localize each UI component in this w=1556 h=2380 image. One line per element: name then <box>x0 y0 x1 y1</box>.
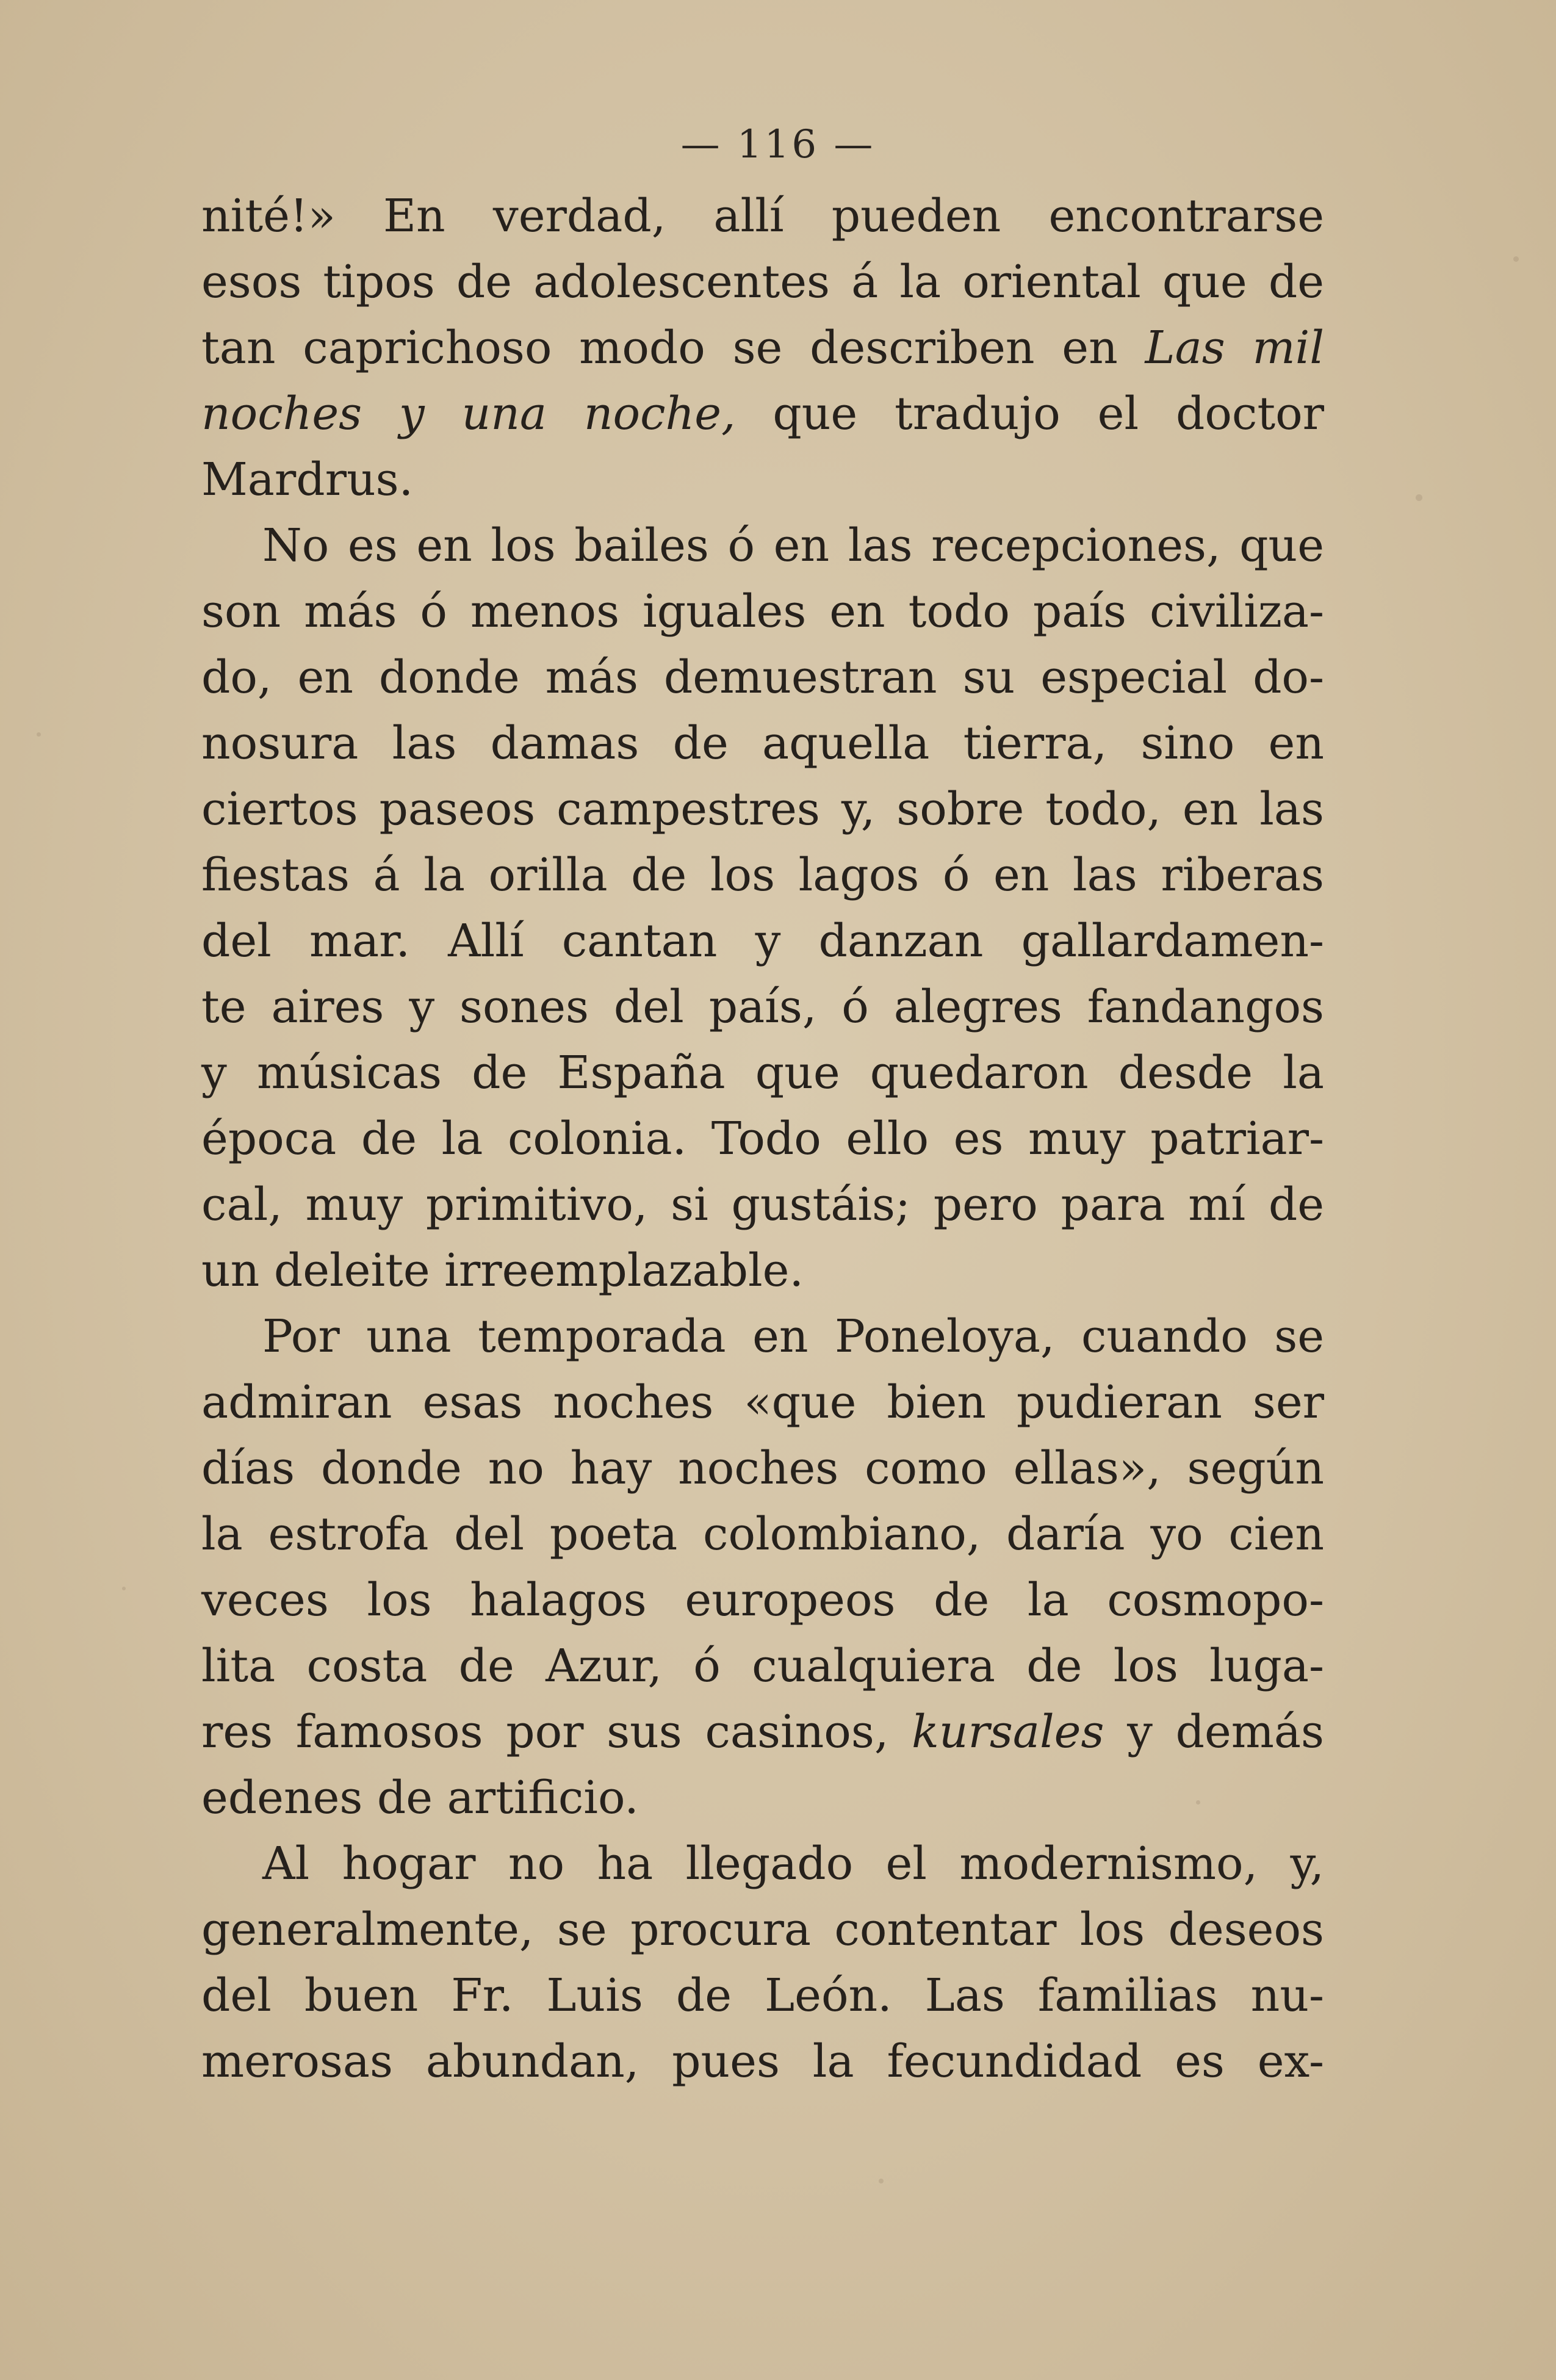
text-line: Mardrus. <box>201 453 414 506</box>
text-line: la estrofa del poeta colombiano, daría yo cien <box>201 1508 1324 1560</box>
text-line: generalmente, se procura contentar los deseos <box>201 1903 1324 1956</box>
paper-speckle <box>1416 494 1422 501</box>
text-line: días donde no hay noches como ellas», según <box>201 1442 1324 1495</box>
paper-speckle <box>1513 256 1519 262</box>
text-line: merosas abundan, pues la fecundidad es ex- <box>201 2035 1324 2088</box>
text-line: veces los halagos europeos de la cosmopo- <box>201 1574 1324 1626</box>
paragraph-start-line: No es en los bailes ó en las recepciones, que <box>262 519 1324 572</box>
text-line: ciertos paseos campestres y, sobre todo, en las <box>201 783 1324 835</box>
text-line: do, en donde más demuestran su especial do- <box>201 651 1324 704</box>
text-line: res famosos por sus casinos, kursales y demás <box>201 1706 1325 1758</box>
text-line: un deleite irreemplazable. <box>201 1244 804 1297</box>
italic-title: Las mil <box>1145 322 1324 374</box>
text-line: fiestas á la orilla de los lagos ó en las riberas <box>201 849 1324 901</box>
text-line: y músicas de España que quedaron desde la <box>201 1047 1324 1099</box>
paper-speckle <box>879 2179 884 2183</box>
text-line: época de la colonia. Todo ello es muy patriar- <box>201 1112 1324 1165</box>
text-line: te aires y sones del país, ó alegres fandangos <box>201 981 1324 1033</box>
paper-speckle <box>122 1587 126 1590</box>
paragraph-start-line: Por una temporada en Poneloya, cuando se <box>262 1310 1324 1363</box>
italic-title: noches y una noche, <box>201 388 736 440</box>
text-line: nité!» En verdad, allí pueden encontrarse <box>201 190 1324 242</box>
text-line: nosura las damas de aquella tierra, sino en <box>201 717 1324 770</box>
body-text <box>201 183 1324 2094</box>
text-line: esos tipos de adolescentes á la oriental que de <box>201 256 1324 308</box>
text-line: cal, muy primitivo, si gustáis; pero para mí de <box>201 1178 1324 1231</box>
text-line: son más ó menos iguales en todo país civiliza- <box>201 585 1324 638</box>
text-line: edenes de artificio. <box>201 1772 639 1824</box>
paper-speckle <box>37 732 41 737</box>
text-line: del mar. Allí cantan y danzan gallardamen- <box>201 915 1324 967</box>
text-line: admiran esas noches «que bien pudieran ser <box>201 1376 1324 1429</box>
paragraph-start-line: Al hogar no ha llegado el modernismo, y, <box>262 1837 1324 1890</box>
page-number: — 116 — <box>680 122 876 167</box>
italic-word: kursales <box>912 1706 1104 1758</box>
text-line: noches y una noche, que tradujo el doctor <box>201 388 1324 440</box>
text-line: del buen Fr. Luis de León. Las familias nu- <box>201 1969 1324 2022</box>
text-line: tan caprichoso modo se describen en Las mil <box>201 322 1324 374</box>
text-line: lita costa de Azur, ó cualquiera de los luga- <box>201 1640 1324 1692</box>
